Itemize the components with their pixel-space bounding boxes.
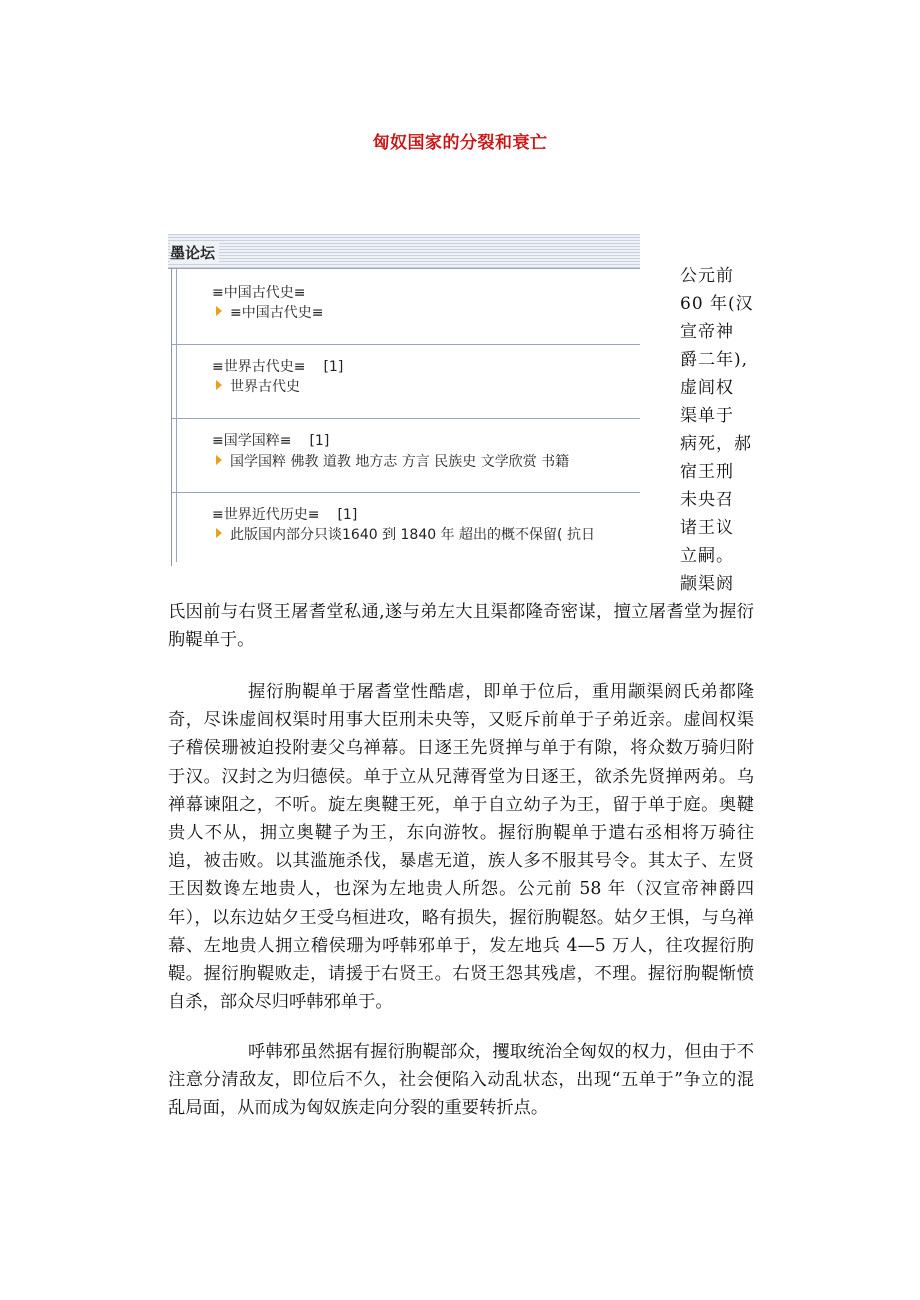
- forum-category-title[interactable]: ≡国学国粹≡ [1]: [212, 433, 330, 449]
- arrow-icon: [216, 455, 222, 465]
- side-line: 公元前: [680, 266, 734, 286]
- side-line: 渠单于: [680, 406, 734, 426]
- forum-row-divider: [172, 492, 640, 493]
- forum-row-divider: [172, 344, 640, 345]
- forum-category-link[interactable]: ≡中国古代史≡: [216, 302, 323, 322]
- side-line: 未央召: [680, 490, 734, 510]
- side-line: 宿王刑: [680, 462, 734, 482]
- forum-row-divider: [172, 418, 640, 419]
- side-line: 立嗣。: [680, 546, 734, 566]
- side-line: 病死，郝: [680, 434, 752, 454]
- forum-category-title[interactable]: ≡世界古代史≡ [1]: [212, 359, 344, 375]
- side-line: 颛渠阏: [680, 574, 734, 594]
- forum-category-link[interactable]: 国学国粹 佛教 道教 地方志 方言 民族史 文学欣赏 书籍: [216, 451, 569, 471]
- paragraph: 呼韩邪虽然据有握衍朐鞮部众，攫取统治全匈奴的权力，但由于不注意分清敌友，即位后不久，社会便陷入动乱状态，出现“五单于”争立的混乱局面，从而成为匈奴族走向分裂的重要转折点。: [168, 1042, 754, 1119]
- forum-category-title[interactable]: ≡中国古代史≡: [212, 285, 306, 301]
- side-text-column: [680, 262, 754, 598]
- arrow-icon: [216, 380, 222, 390]
- arrow-icon: [216, 306, 222, 316]
- arrow-icon: [216, 528, 222, 538]
- paragraph: 握衍朐鞮单于屠耆堂性酷虐，即单于位后，重用颛渠阏氏弟都隆奇，尽诛虚闾权渠时用事大臣刑未央等，又贬斥前单于子弟近亲。虚闾权渠子稽侯珊被迫投附妻父乌禅幕。日逐王先贤掸与单于有隙，将众数万骑归附于汉。汉封之为归德侯。单于立从兄薄胥堂为日逐王，欲杀先贤掸两弟。乌禅幕谏阻之，不听。旋左奥鞬王死，单于自立幼子为王，留于单于庭。奥鞬贵人不从，拥立奥鞬子为王，东向游牧。握衍朐鞮单于遣右丞相将万骑往追，被击败。以其滥施杀伐，暴虐无道，族人多不服其号令。其太子、左贤王因数谗左地贵人，也深为左地贵人所怨。公元前 58 年（汉宣帝神爵四年），以东边姑夕王受乌桓进攻，略有损失，握衍朐鞮怒。姑夕王惧，与乌禅幕、左地贵人拥立稽侯珊为呼韩邪单于，发左地兵 4—5 万人，往攻握衍朐鞮。握衍朐鞮败走，请援于右贤王。右贤王怨其残虐，不理。握衍朐鞮惭愤自杀，部众尽归呼韩邪单于。: [168, 682, 754, 1013]
- forum-screenshot: [168, 234, 640, 566]
- forum-category-title[interactable]: ≡世界近代历史≡ [1]: [212, 507, 358, 523]
- forum-header: [168, 234, 640, 269]
- side-line: 宣帝神: [680, 322, 734, 342]
- forum-category-link[interactable]: 此版国内部分只谈1640 到 1840 年 超出的概不保留( 抗日: [216, 524, 595, 544]
- forum-divider: [176, 268, 177, 562]
- forum-category-link[interactable]: 世界古代史: [216, 376, 300, 396]
- side-line: 60 年(汉: [680, 294, 754, 314]
- side-line: 虚闾权: [680, 378, 734, 398]
- side-line: 诸王议: [680, 518, 734, 538]
- forum-header-title: 墨论坛: [170, 242, 219, 263]
- document-title: 匈奴国家的分裂和衰亡: [372, 133, 548, 153]
- paragraph: 氏因前与右贤王屠耆堂私通,遂与弟左大且渠都隆奇密谋，擅立屠耆堂为握衍朐鞮单于。: [168, 602, 754, 651]
- forum-category-list: [171, 268, 640, 566]
- side-line: 爵二年),: [680, 350, 749, 370]
